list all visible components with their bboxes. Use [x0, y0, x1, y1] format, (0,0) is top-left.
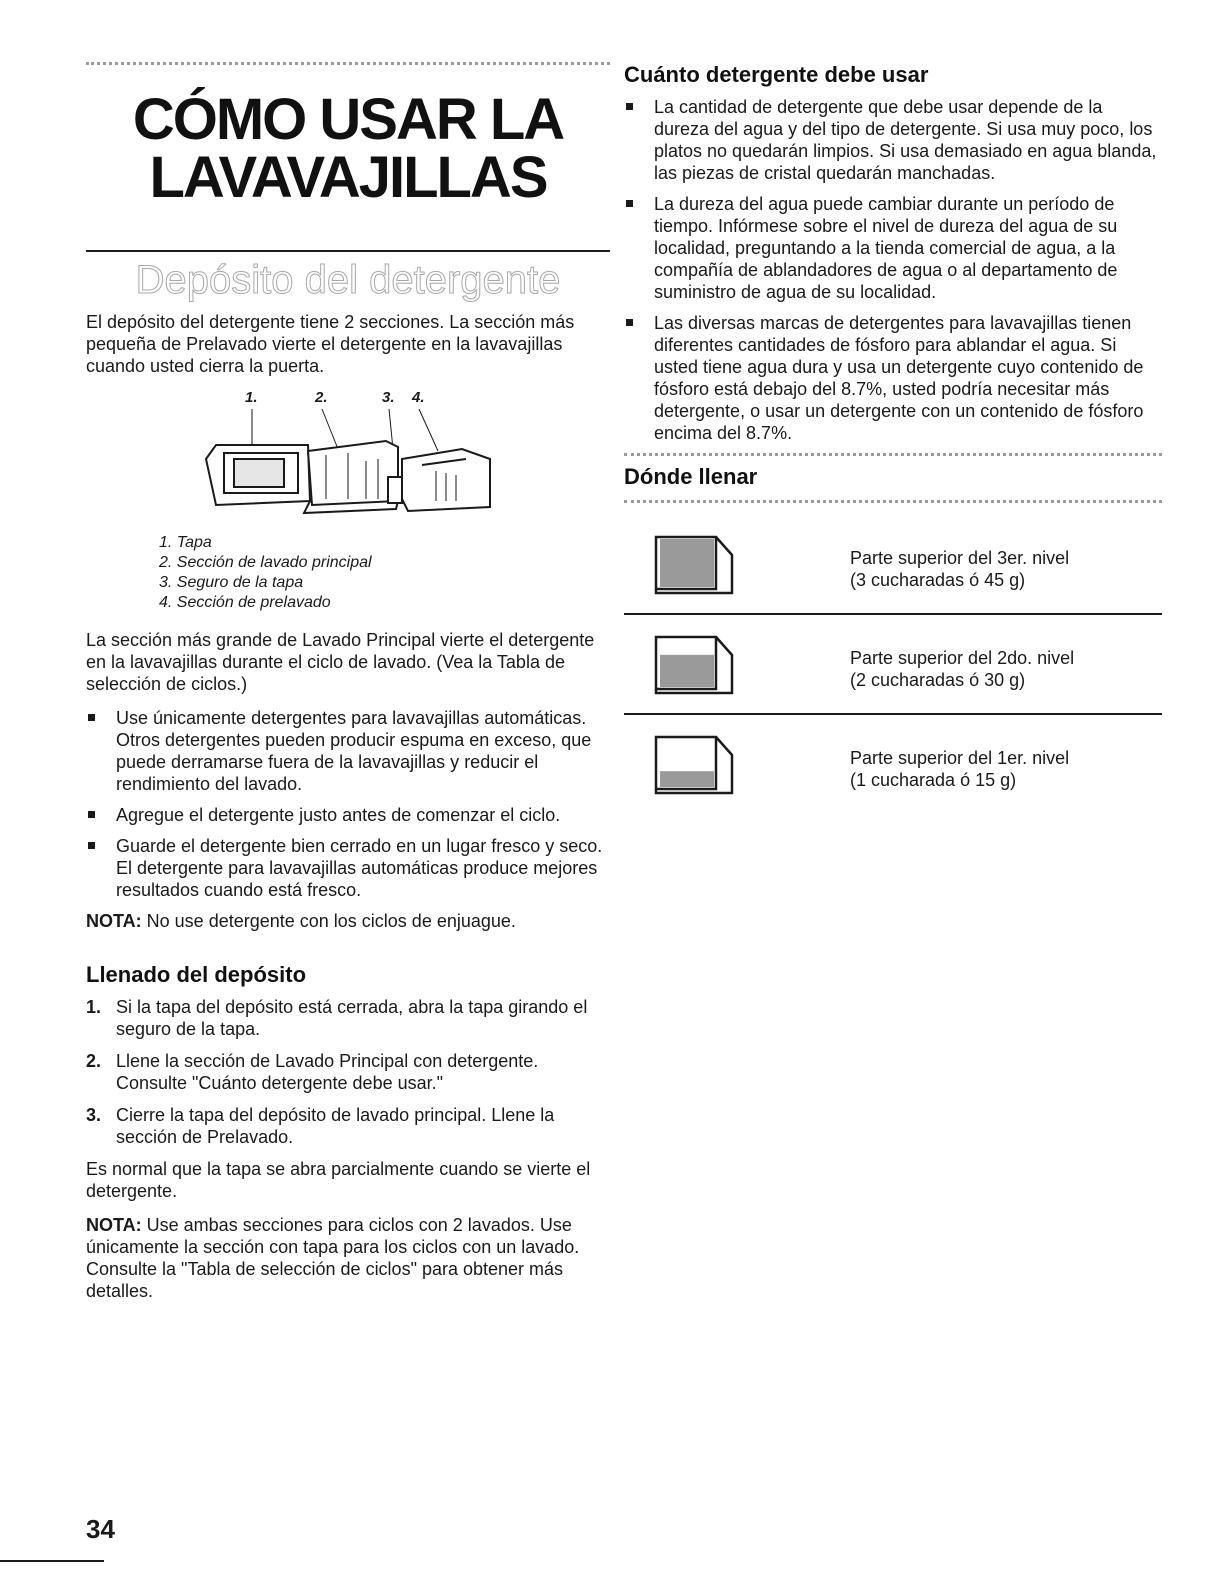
list-item-text: Las diversas marcas de detergentes para lavavajillas tienen diferentes cantidades de fósforo para ablandar el agua. Si usted tiene agua dura y usa un detergente cuyo contenido de fósforo está debajo del 8.7%, usted podría necesitar más detergente, o usar un detergente con un contenido de fósforo encima del 8.7%.	[654, 313, 1144, 443]
bullet-icon	[626, 200, 633, 207]
bullet-icon	[626, 319, 633, 326]
list-item	[624, 312, 1162, 444]
step-item	[86, 996, 610, 1040]
fill-level-text	[850, 547, 1069, 591]
deposit-note	[86, 910, 610, 932]
list-item	[86, 835, 610, 901]
note-text: Use ambas secciones para ciclos con 2 lavados. Use únicamente la sección con tapa para los ciclos con un lavado. Consulte la "Tabla de selección de ciclos" para obtener más detalles.	[86, 1215, 580, 1301]
step-number: 1.	[86, 997, 102, 1017]
fill-row	[624, 515, 1162, 615]
bullet-icon	[88, 842, 95, 849]
step-number: 3.	[86, 1105, 102, 1125]
legend-item: 4. Sección de prelavado	[159, 594, 331, 611]
callout-2: 2.	[315, 389, 328, 406]
deposit-intro: El depósito del detergente tiene 2 secciones. La sección más pequeña de Prelavado vierte el detergente en la lavavajillas cuando usted cierra la puerta.	[86, 312, 575, 376]
fill-levels-table	[624, 515, 1162, 813]
step-item	[86, 1104, 610, 1148]
list-item-text: Guarde el detergente bien cerrado en un lugar fresco y seco. El detergente para lavavajillas automáticas produce mejores resultados cuando está fresco.	[116, 836, 603, 900]
normal-text: Es normal que la tapa se abra parcialmente cuando se vierte el detergente.	[86, 1159, 591, 1201]
detergent-cup-icon	[654, 633, 736, 699]
list-item	[624, 96, 1162, 184]
filling-heading: Llenado del depósito	[86, 962, 307, 987]
top-dotted-rule	[86, 62, 610, 69]
diagram-legend	[159, 533, 610, 613]
callout-4: 4.	[412, 389, 425, 406]
bullet-icon	[88, 811, 95, 818]
right-column	[624, 62, 1162, 813]
callout-3: 3.	[382, 389, 395, 406]
fill-level-label: Parte superior del 2do. nivel	[850, 648, 1075, 668]
bullet-icon	[626, 103, 633, 110]
left-column	[86, 62, 610, 1314]
fill-level-amount: (1 cucharada ó 15 g)	[850, 770, 1017, 790]
page-title-line1: CÓMO USAR LA	[132, 87, 564, 152]
main-wash-text: La sección más grande de Lavado Principal vierte el detergente en la lavavajillas durante el ciclo de lavado. (Vea la Tabla de selección de ciclos.)	[86, 630, 595, 694]
detergent-cup-icon	[654, 533, 736, 599]
page-number: 34	[86, 1514, 115, 1544]
list-item-text: Use únicamente detergentes para lavavajillas automáticas. Otros detergentes pueden producir espuma en exceso, que puede derramarse fuera de la lavavajillas y reducir el rendimiento del lavado.	[116, 708, 592, 794]
list-item	[624, 193, 1162, 303]
list-item	[86, 804, 610, 826]
list-item	[86, 707, 610, 795]
fill-level-label: Parte superior del 3er. nivel	[850, 548, 1070, 568]
fill-level-amount: (2 cucharadas ó 30 g)	[850, 670, 1026, 690]
detergent-bullets	[86, 707, 610, 901]
note-text: No use detergente con los ciclos de enjuague.	[141, 911, 516, 931]
footer-rule	[0, 1560, 104, 1562]
list-item-text: La dureza del agua puede cambiar durante un período de tiempo. Infórmese sobre el nivel de dureza del agua de su localidad, preguntando a la tienda comercial de agua, a la compañía de ablandadores de agua o al departamento de suministro de agua de su localidad.	[654, 194, 1118, 302]
filling-note	[86, 1214, 610, 1302]
step-number: 2.	[86, 1051, 102, 1071]
legend-item: 3. Seguro de la tapa	[159, 574, 304, 591]
fill-level-text	[850, 647, 1074, 691]
step-text: Si la tapa del depósito está cerrada, abra la tapa girando el seguro de la tapa.	[116, 997, 588, 1039]
step-text: Cierre la tapa del depósito de lavado principal. Llene la sección de Prelavado.	[116, 1105, 555, 1147]
filling-steps	[86, 996, 610, 1148]
detergent-cup-icon	[654, 733, 736, 799]
page-title-line2: LAVAVAJILLAS	[149, 145, 547, 210]
page-title	[86, 87, 610, 210]
how-much-bullets	[624, 96, 1162, 444]
section-title: Depósito del detergente	[135, 258, 561, 302]
fill-row	[624, 615, 1162, 715]
note-label: NOTA:	[86, 1215, 142, 1235]
legend-item: 1. Tapa	[159, 534, 212, 551]
section-dotted-rule	[624, 500, 1162, 507]
section-dotted-rule	[624, 453, 1162, 460]
title-rule	[86, 250, 610, 252]
dispenser-diagram	[86, 389, 610, 527]
list-item-text: Agregue el detergente justo antes de comenzar el ciclo.	[116, 805, 561, 825]
note-label: NOTA:	[86, 911, 142, 931]
list-item-text: La cantidad de detergente que debe usar depende de la dureza del agua y del tipo de detergente. Si usa muy poco, los platos no quedarán limpios. Si usa demasiado en agua blanda, las piezas de cristal quedarán manchadas.	[654, 97, 1157, 183]
dispenser-illustration	[86, 389, 610, 527]
fill-level-label: Parte superior del 1er. nivel	[850, 748, 1070, 768]
legend-item: 2. Sección de lavado principal	[159, 554, 372, 571]
fill-level-text	[850, 747, 1069, 791]
fill-row	[624, 715, 1162, 813]
bullet-icon	[88, 714, 95, 721]
step-text: Llene la sección de Lavado Principal con detergente. Consulte "Cuánto detergente debe usar."	[116, 1051, 539, 1093]
step-item	[86, 1050, 610, 1094]
callout-1: 1.	[245, 389, 258, 406]
where-fill-heading: Dónde llenar	[624, 464, 758, 489]
how-much-heading: Cuánto detergente debe usar	[624, 62, 929, 87]
fill-level-amount: (3 cucharadas ó 45 g)	[850, 570, 1026, 590]
